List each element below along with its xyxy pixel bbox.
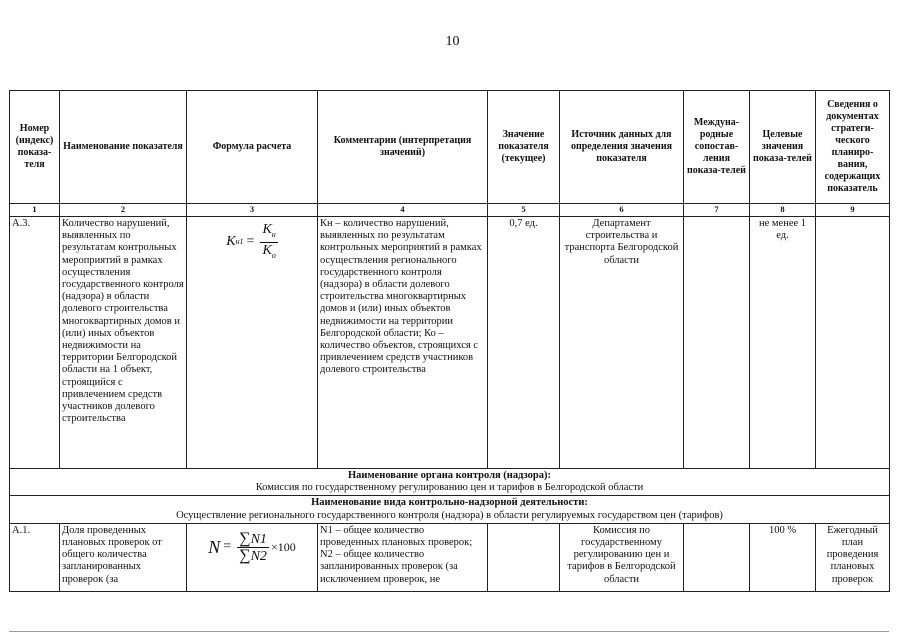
section-control-body (10, 469, 890, 496)
column-number: 5 (488, 204, 560, 217)
sum-icon: ∑ (239, 529, 251, 547)
row-value: 0,7 ед. (488, 217, 560, 469)
column-number: 1 (10, 204, 60, 217)
formula-lhs-sub: н1 (235, 237, 244, 247)
row-documents (816, 217, 890, 469)
formula-lhs: K (226, 234, 236, 250)
indicators-table (9, 90, 890, 592)
row-target: 100 % (750, 523, 816, 591)
column-number: 8 (750, 204, 816, 217)
row-international (684, 217, 750, 469)
sum-icon: ∑ (239, 546, 251, 564)
header-index: Номер (индекс) показа-теля (10, 91, 60, 204)
header-value: Значение показателя (текущее) (488, 91, 560, 204)
header-comment: Комментарии (интерпретация значений) (318, 91, 488, 204)
column-number: 7 (684, 204, 750, 217)
row-formula: K н1 = $\frac{K_н}{K_о}$ (187, 217, 318, 469)
page-number: 10 (445, 34, 460, 49)
formula-lhs: N (208, 537, 221, 558)
section-activity-type-value: Осуществление регионального государственного контроля (надзора) в области регулируемых государством цен (тарифов) (176, 509, 723, 521)
row-source: Комиссия по государственному регулированию цен и тарифов в Белгородской области (560, 523, 684, 591)
page-bottom-edge (9, 631, 889, 632)
column-number-row (10, 204, 890, 217)
row-value (488, 523, 560, 591)
header-row (10, 91, 890, 204)
section-activity-type (10, 496, 890, 523)
table-row-a3 (10, 217, 890, 469)
section-control-body-title: Наименование органа контроля (надзора): (347, 470, 552, 481)
row-documents: Ежегодный план проведения плановых проверок (816, 523, 890, 591)
column-number: 4 (318, 204, 488, 217)
header-formula: Формула расчета (187, 91, 318, 204)
header-source: Источник данных для определения значения показателя (560, 91, 684, 204)
row-source: Департамент строительства и транспорта Белгородской области (560, 217, 684, 469)
formula-denominator: N2 (250, 548, 267, 564)
header-documents: Сведения о документах стратеги-ческого планиро-вания, содержащих показатель (816, 91, 890, 204)
formula-multiplier: ×100 (270, 540, 296, 555)
formula-numerator: K (262, 222, 272, 237)
formula-numerator-sub: н (271, 229, 276, 239)
row-name: Доля проведенных плановых проверок от общего количества запланированных проверок (за (60, 523, 187, 591)
column-number: 9 (816, 204, 890, 217)
row-name: Количество нарушений, выявленных по результатам контрольных мероприятий в рамках осуществления государственного контроля (надзора) в области долевого строительства многоквартирных домов и (или) иных объектов недвижимости на территории Белгородской области на 1 объект, строящийся с привлечением средств участников долевого строительства (60, 217, 187, 469)
formula-denominator-sub: о (271, 250, 276, 260)
header-target: Целевые значения показа-телей (750, 91, 816, 204)
row-formula: N = $\frac{\sum N1}{\sum N2}$ ×100 (187, 523, 318, 591)
row-target: не менее 1 ед. (750, 217, 816, 469)
formula-denominator: K (262, 242, 272, 258)
section-activity-type-title: Наименование вида контрольно-надзорной деятельности: (311, 497, 588, 509)
section-control-body-value: Комиссия по государственному регулированию цен и тарифов в Белгородской области (255, 482, 644, 494)
header-international: Междуна-родные сопостав-ления показа-телей (684, 91, 750, 204)
column-number: 6 (560, 204, 684, 217)
row-comment: Кн – количество нарушений, выявленных по результатам контрольных мероприятий в рамках осуществления регионального государственного контроля (надзора) в области долевого строительства многоквартирных домов и (или) иных объектов недвижимости на территории Белгородской области; Ко – количество объектов, строящихся с привлечением средств участников долевого строительства (318, 217, 488, 469)
column-number: 3 (187, 204, 318, 217)
column-number: 2 (60, 204, 187, 217)
table-row-a1 (10, 523, 890, 591)
row-comment: N1 – общее количество проведенных плановых проверок; N2 – общее количество запланированных проверок (за исключением проверок, не (318, 523, 488, 591)
row-index: А.3. (10, 217, 60, 469)
row-international (684, 523, 750, 591)
row-index: А.1. (10, 523, 60, 591)
formula-numerator: N1 (250, 531, 267, 547)
header-name: Наименование показателя (60, 91, 187, 204)
